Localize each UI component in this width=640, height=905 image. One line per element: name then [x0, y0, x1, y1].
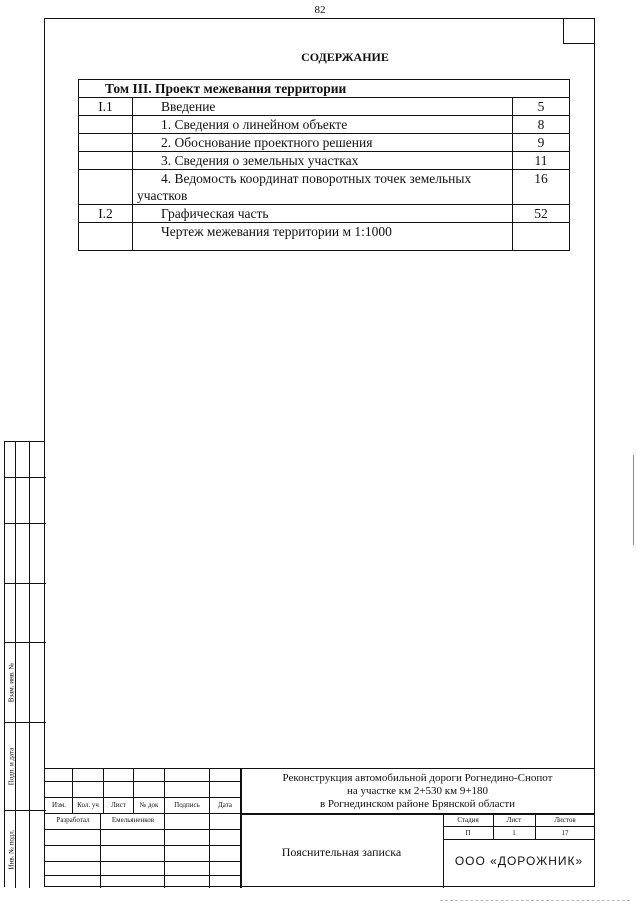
stage-value: П — [465, 829, 471, 837]
section-number: I.1 — [79, 98, 133, 116]
section-number — [79, 116, 133, 134]
table-row — [79, 134, 570, 152]
section-title: 4. Ведомость координат поворотных точек земельных участков — [133, 170, 513, 205]
section-number — [79, 223, 133, 251]
project-line: в Рогнединском районе Брянской области — [319, 798, 516, 810]
section-number — [79, 152, 133, 170]
organization-name: ООО «ДОРОЖНИК» — [454, 854, 584, 868]
section-page: 8 — [513, 116, 570, 134]
section-page: 5 — [513, 98, 570, 116]
scan-edge-dash — [440, 900, 630, 901]
table-row — [79, 223, 570, 251]
section-page: 16 — [513, 170, 570, 205]
contents-table — [78, 79, 570, 251]
table-row — [79, 152, 570, 170]
sheet-label: Лист — [506, 816, 522, 824]
section-number — [79, 134, 133, 152]
section-title: 1. Сведения о линейном объекте — [133, 116, 513, 134]
section-number: I.2 — [79, 205, 133, 223]
page-title: СОДЕРЖАНИЕ — [301, 50, 389, 64]
side-label-inv: Инв. № подл. — [7, 829, 16, 870]
col-izm: Изм. — [52, 801, 66, 809]
table-row — [79, 170, 570, 205]
table-row — [79, 116, 570, 134]
project-line: Реконструкция автомобильной дороги Рогнедино-Снопот — [282, 772, 553, 784]
col-doc: № док — [139, 801, 159, 809]
section-page — [513, 223, 570, 251]
contents-header-row — [79, 80, 570, 98]
col-list: Лист — [111, 801, 126, 809]
sheets-label: Листов — [554, 816, 576, 824]
table-row — [79, 205, 570, 223]
section-title: Графическая часть — [133, 205, 513, 223]
table-row — [79, 98, 570, 116]
section-title: 3. Сведения о земельных участках — [133, 152, 513, 170]
col-date: Дата — [218, 801, 232, 809]
col-signature: Подпись — [174, 801, 200, 809]
section-title: 2. Обоснование проектного решения — [133, 134, 513, 152]
side-stamp — [4, 441, 45, 887]
developed-label: Разработал — [56, 816, 90, 824]
volume-title: Том III. Проект межевания территории — [79, 80, 570, 98]
section-page: 52 — [513, 205, 570, 223]
sheets-value: 17 — [561, 829, 569, 837]
project-line: на участке км 2+530 км 9+180 — [346, 785, 489, 797]
page-number: 82 — [314, 4, 326, 16]
section-page: 9 — [513, 134, 570, 152]
side-label-vzam: Взам. инв. № — [7, 662, 16, 703]
document-name: Пояснительная записка — [281, 845, 402, 859]
project-title — [240, 772, 595, 811]
side-label-podp: Подп. и дата — [7, 747, 16, 786]
sheet-number-box — [563, 18, 595, 44]
stage-label: Стадия — [457, 816, 479, 824]
section-number — [79, 170, 133, 205]
section-title: Чертеж межевания территории м 1:1000 — [133, 223, 513, 251]
col-kol: Кол. уч — [77, 801, 99, 809]
section-page: 11 — [513, 152, 570, 170]
sheet-value: 1 — [512, 829, 516, 837]
section-title: Введение — [133, 98, 513, 116]
developer-name: Емельяненков — [111, 816, 155, 824]
scan-margin-line — [633, 455, 634, 545]
